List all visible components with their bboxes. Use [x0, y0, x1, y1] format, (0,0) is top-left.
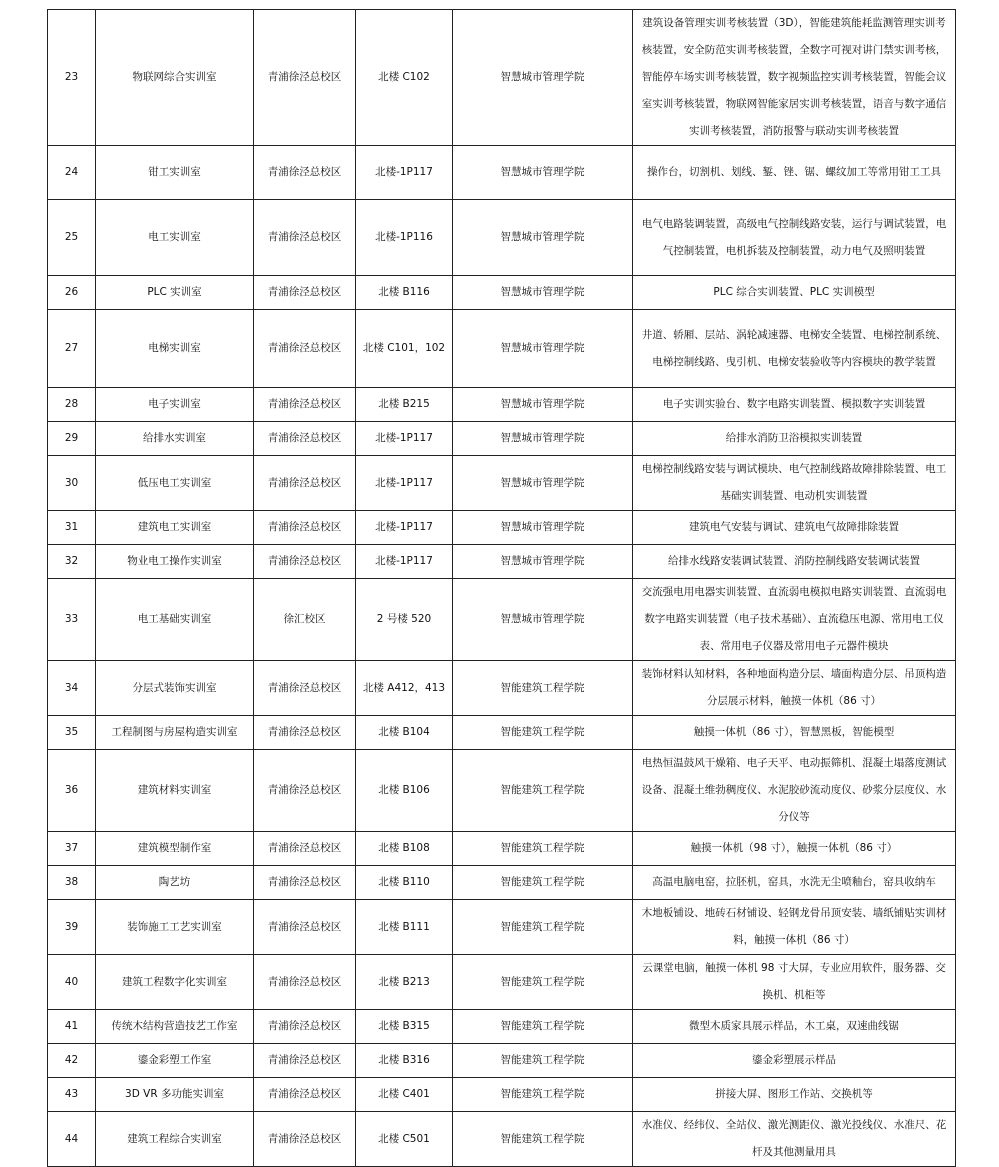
- equipment-cell: 电梯控制线路安装与调试模块、电气控制线路故障排除装置、电工基础实训装置、电动机实训装置: [633, 456, 956, 511]
- lab-name-cell: 电工基础实训室: [96, 579, 254, 661]
- campus-cell: 青浦徐泾总校区: [254, 832, 356, 866]
- department-cell: 智能建筑工程学院: [453, 955, 633, 1010]
- lab-table: [47, 9, 956, 1167]
- lab-name-cell: 鎏金彩塑工作室: [96, 1044, 254, 1078]
- table-row: [48, 422, 956, 456]
- lab-name-cell: 钳工实训室: [96, 146, 254, 200]
- lab-name-cell: 电工实训室: [96, 200, 254, 276]
- department-cell: 智能建筑工程学院: [453, 832, 633, 866]
- location-cell: 北楼 B110: [356, 866, 453, 900]
- row-number-cell: 33: [48, 579, 96, 661]
- equipment-cell: 拼接大屏、图形工作站、交换机等: [633, 1078, 956, 1112]
- table-row: [48, 716, 956, 750]
- row-number-cell: 25: [48, 200, 96, 276]
- campus-cell: 青浦徐泾总校区: [254, 716, 356, 750]
- campus-cell: 青浦徐泾总校区: [254, 866, 356, 900]
- equipment-cell: 交流强电用电器实训装置、直流弱电模拟电路实训装置、直流弱电数字电路实训装置（电子技术基础）、直流稳压电源、常用电工仪表、常用电子仪器及常用电子元器件模块: [633, 579, 956, 661]
- equipment-cell: 井道、轿厢、层站、涡轮减速器、电梯安全装置、电梯控制系统、电梯控制线路、曳引机、电梯安装验收等内容模块的教学装置: [633, 310, 956, 388]
- table-row: [48, 200, 956, 276]
- department-cell: 智能建筑工程学院: [453, 866, 633, 900]
- department-cell: 智能建筑工程学院: [453, 900, 633, 955]
- lab-name-cell: 装饰施工工艺实训室: [96, 900, 254, 955]
- campus-cell: 青浦徐泾总校区: [254, 900, 356, 955]
- equipment-cell: 高温电脑电窑，拉胚机，窑具，水洗无尘喷釉台，窑具收纳车: [633, 866, 956, 900]
- campus-cell: 青浦徐泾总校区: [254, 456, 356, 511]
- lab-name-cell: 电梯实训室: [96, 310, 254, 388]
- location-cell: 北楼 B116: [356, 276, 453, 310]
- equipment-cell: 建筑设备管理实训考核装置（3D），智能建筑能耗监测管理实训考核装置，安全防范实训考核装置，全数字可视对讲门禁实训考核，智能停车场实训考核装置，数字视频监控实训考核装置，智能会议室实训考核装置，物联网智能家居实训考核装置，语音与数字通信实训考核装置，消防报警与联动实训考核装置: [633, 10, 956, 146]
- lab-name-cell: 电子实训室: [96, 388, 254, 422]
- location-cell: 北楼-1P117: [356, 545, 453, 579]
- campus-cell: 青浦徐泾总校区: [254, 276, 356, 310]
- table-row: [48, 866, 956, 900]
- campus-cell: 青浦徐泾总校区: [254, 200, 356, 276]
- table-row: [48, 661, 956, 716]
- lab-name-cell: 低压电工实训室: [96, 456, 254, 511]
- equipment-cell: 鎏金彩塑展示样品: [633, 1044, 956, 1078]
- table-row: [48, 579, 956, 661]
- equipment-cell: 电热恒温鼓风干燥箱、电子天平、电动振筛机、混凝土塌落度测试设备、混凝土维勃稠度仪、水泥胶砂流动度仪、砂浆分层度仪、水分仪等: [633, 750, 956, 832]
- campus-cell: 青浦徐泾总校区: [254, 1010, 356, 1044]
- lab-name-cell: 物联网综合实训室: [96, 10, 254, 146]
- location-cell: 北楼 B106: [356, 750, 453, 832]
- equipment-cell: 建筑电气安装与调试、建筑电气故障排除装置: [633, 511, 956, 545]
- row-number-cell: 35: [48, 716, 96, 750]
- location-cell: 北楼 B104: [356, 716, 453, 750]
- equipment-cell: 水准仪、经纬仪、全站仪、激光测距仪、激光投线仪、水准尺、花杆及其他测量用具: [633, 1112, 956, 1167]
- table-row: [48, 511, 956, 545]
- lab-name-cell: 给排水实训室: [96, 422, 254, 456]
- row-number-cell: 44: [48, 1112, 96, 1167]
- lab-name-cell: 陶艺坊: [96, 866, 254, 900]
- department-cell: 智能建筑工程学院: [453, 750, 633, 832]
- row-number-cell: 34: [48, 661, 96, 716]
- row-number-cell: 38: [48, 866, 96, 900]
- table-row: [48, 1044, 956, 1078]
- department-cell: 智能建筑工程学院: [453, 1010, 633, 1044]
- equipment-cell: 电子实训实验台、数字电路实训装置、模拟数字实训装置: [633, 388, 956, 422]
- department-cell: 智能建筑工程学院: [453, 1044, 633, 1078]
- department-cell: 智慧城市管理学院: [453, 310, 633, 388]
- location-cell: 北楼 A412，413: [356, 661, 453, 716]
- table-row: [48, 1078, 956, 1112]
- row-number-cell: 26: [48, 276, 96, 310]
- department-cell: 智慧城市管理学院: [453, 276, 633, 310]
- campus-cell: 青浦徐泾总校区: [254, 955, 356, 1010]
- table-row: [48, 10, 956, 146]
- table-row: [48, 276, 956, 310]
- equipment-cell: 电气电路装调装置，高级电气控制线路安装，运行与调试装置，电气控制装置，电机拆装及控制装置，动力电气及照明装置: [633, 200, 956, 276]
- location-cell: 北楼 C401: [356, 1078, 453, 1112]
- location-cell: 北楼 B315: [356, 1010, 453, 1044]
- location-cell: 北楼 C501: [356, 1112, 453, 1167]
- department-cell: 智慧城市管理学院: [453, 545, 633, 579]
- department-cell: 智慧城市管理学院: [453, 388, 633, 422]
- equipment-cell: 微型木质家具展示样品，木工桌，双速曲线锯: [633, 1010, 956, 1044]
- lab-name-cell: 工程制图与房屋构造实训室: [96, 716, 254, 750]
- campus-cell: 青浦徐泾总校区: [254, 1078, 356, 1112]
- equipment-cell: 云课堂电脑，触摸一体机 98 寸大屏，专业应用软件，服务器、交换机、机柜等: [633, 955, 956, 1010]
- row-number-cell: 24: [48, 146, 96, 200]
- row-number-cell: 40: [48, 955, 96, 1010]
- department-cell: 智能建筑工程学院: [453, 661, 633, 716]
- location-cell: 2 号楼 520: [356, 579, 453, 661]
- table-row: [48, 900, 956, 955]
- department-cell: 智慧城市管理学院: [453, 422, 633, 456]
- campus-cell: 徐汇校区: [254, 579, 356, 661]
- location-cell: 北楼 B213: [356, 955, 453, 1010]
- campus-cell: 青浦徐泾总校区: [254, 545, 356, 579]
- lab-name-cell: 物业电工操作实训室: [96, 545, 254, 579]
- campus-cell: 青浦徐泾总校区: [254, 146, 356, 200]
- campus-cell: 青浦徐泾总校区: [254, 422, 356, 456]
- location-cell: 北楼-1P117: [356, 422, 453, 456]
- equipment-cell: 给排水线路安装调试装置、消防控制线路安装调试装置: [633, 545, 956, 579]
- row-number-cell: 32: [48, 545, 96, 579]
- department-cell: 智慧城市管理学院: [453, 146, 633, 200]
- location-cell: 北楼 B316: [356, 1044, 453, 1078]
- table-row: [48, 388, 956, 422]
- row-number-cell: 39: [48, 900, 96, 955]
- equipment-cell: 给排水消防卫浴模拟实训装置: [633, 422, 956, 456]
- location-cell: 北楼-1P117: [356, 146, 453, 200]
- table-row: [48, 832, 956, 866]
- row-number-cell: 28: [48, 388, 96, 422]
- department-cell: 智慧城市管理学院: [453, 579, 633, 661]
- table-row: [48, 545, 956, 579]
- lab-table-body: [48, 10, 956, 1167]
- table-row: [48, 456, 956, 511]
- table-row: [48, 955, 956, 1010]
- lab-name-cell: PLC 实训室: [96, 276, 254, 310]
- table-row: [48, 310, 956, 388]
- lab-name-cell: 传统木结构营造技艺工作室: [96, 1010, 254, 1044]
- lab-table-container: [47, 9, 955, 1167]
- table-row: [48, 146, 956, 200]
- row-number-cell: 36: [48, 750, 96, 832]
- row-number-cell: 41: [48, 1010, 96, 1044]
- location-cell: 北楼 B215: [356, 388, 453, 422]
- campus-cell: 青浦徐泾总校区: [254, 1112, 356, 1167]
- location-cell: 北楼 C101，102: [356, 310, 453, 388]
- department-cell: 智能建筑工程学院: [453, 716, 633, 750]
- campus-cell: 青浦徐泾总校区: [254, 750, 356, 832]
- table-row: [48, 1010, 956, 1044]
- department-cell: 智能建筑工程学院: [453, 1078, 633, 1112]
- campus-cell: 青浦徐泾总校区: [254, 511, 356, 545]
- campus-cell: 青浦徐泾总校区: [254, 310, 356, 388]
- lab-name-cell: 3D VR 多功能实训室: [96, 1078, 254, 1112]
- department-cell: 智慧城市管理学院: [453, 456, 633, 511]
- location-cell: 北楼 C102: [356, 10, 453, 146]
- lab-name-cell: 分层式装饰实训室: [96, 661, 254, 716]
- lab-name-cell: 建筑工程数字化实训室: [96, 955, 254, 1010]
- row-number-cell: 42: [48, 1044, 96, 1078]
- row-number-cell: 29: [48, 422, 96, 456]
- equipment-cell: 木地板铺设、地砖石材铺设、轻钢龙骨吊顶安装、墙纸铺贴实训材料，触摸一体机（86 寸）: [633, 900, 956, 955]
- row-number-cell: 27: [48, 310, 96, 388]
- row-number-cell: 30: [48, 456, 96, 511]
- location-cell: 北楼-1P116: [356, 200, 453, 276]
- lab-name-cell: 建筑电工实训室: [96, 511, 254, 545]
- equipment-cell: 装饰材料认知材料，各种地面构造分层、墙面构造分层、吊顶构造分层展示材料，触摸一体机（86 寸）: [633, 661, 956, 716]
- row-number-cell: 23: [48, 10, 96, 146]
- lab-name-cell: 建筑工程综合实训室: [96, 1112, 254, 1167]
- location-cell: 北楼 B108: [356, 832, 453, 866]
- equipment-cell: 触摸一体机（98 寸），触摸一体机（86 寸）: [633, 832, 956, 866]
- equipment-cell: 操作台，切割机、划线、錾、锉、锯、螺纹加工等常用钳工工具: [633, 146, 956, 200]
- campus-cell: 青浦徐泾总校区: [254, 1044, 356, 1078]
- lab-name-cell: 建筑模型制作室: [96, 832, 254, 866]
- department-cell: 智慧城市管理学院: [453, 200, 633, 276]
- table-row: [48, 750, 956, 832]
- campus-cell: 青浦徐泾总校区: [254, 10, 356, 146]
- department-cell: 智慧城市管理学院: [453, 10, 633, 146]
- location-cell: 北楼 B111: [356, 900, 453, 955]
- campus-cell: 青浦徐泾总校区: [254, 661, 356, 716]
- location-cell: 北楼-1P117: [356, 511, 453, 545]
- equipment-cell: 触摸一体机（86 寸），智慧黑板，智能模型: [633, 716, 956, 750]
- row-number-cell: 31: [48, 511, 96, 545]
- row-number-cell: 37: [48, 832, 96, 866]
- department-cell: 智能建筑工程学院: [453, 1112, 633, 1167]
- department-cell: 智慧城市管理学院: [453, 511, 633, 545]
- campus-cell: 青浦徐泾总校区: [254, 388, 356, 422]
- location-cell: 北楼-1P117: [356, 456, 453, 511]
- table-row: [48, 1112, 956, 1167]
- lab-name-cell: 建筑材料实训室: [96, 750, 254, 832]
- row-number-cell: 43: [48, 1078, 96, 1112]
- equipment-cell: PLC 综合实训装置、PLC 实训模型: [633, 276, 956, 310]
